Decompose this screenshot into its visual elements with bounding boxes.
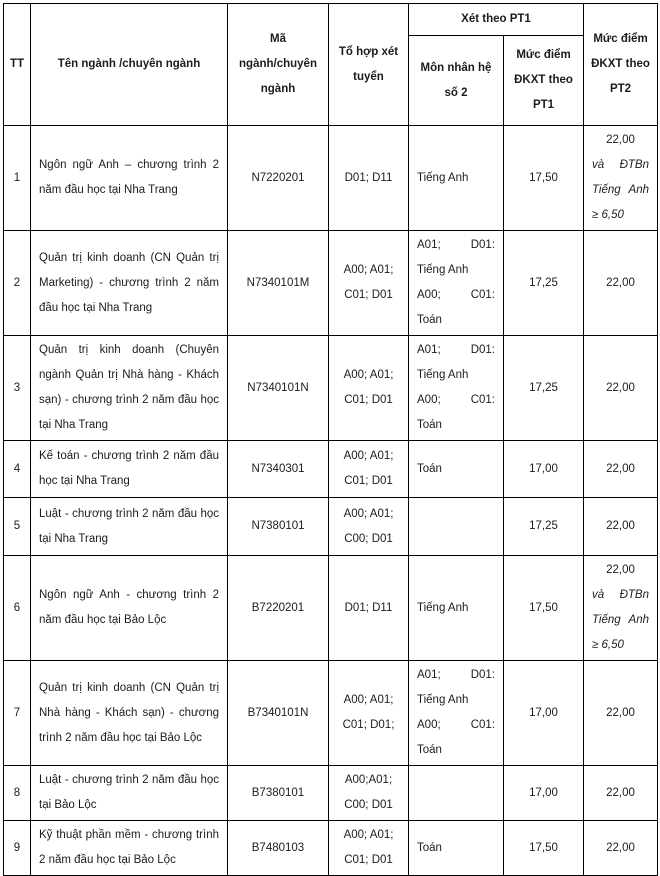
pt2-score-value: 22,00 — [606, 706, 635, 719]
subject-paragraph: A01; D01: Tiếng Anh — [417, 239, 495, 276]
combination-line: A00; A01; — [343, 694, 394, 706]
combination-cell — [329, 231, 409, 336]
subject-paragraph: A00; C01: Toán — [417, 394, 495, 431]
pt1-score-cell: 17,25 — [504, 231, 584, 336]
header-pt1-score: Mức điểm ĐKXT theo PT1 — [504, 36, 584, 126]
admission-table — [3, 3, 658, 876]
combination-line: A00; A01; — [343, 264, 394, 276]
major-code-cell: N7340101N — [228, 336, 329, 441]
subject-paragraph: Toán — [417, 462, 442, 475]
combination-cell — [329, 336, 409, 441]
pt2-score-value: 22,00 — [606, 786, 635, 799]
combination-line: C01; D01 — [344, 394, 393, 406]
subject-paragraph: Tiếng Anh — [417, 171, 469, 184]
major-code-cell: N7220201 — [228, 126, 329, 231]
combination-line: C01; D01 — [344, 289, 393, 301]
combination-line: C01; D01 — [344, 475, 393, 487]
major-name-cell: Kỹ thuật phần mềm - chương trình 2 năm đầu học tại Bảo Lộc — [31, 821, 228, 876]
major-name-cell: Quản trị kinh doanh (Chuyên ngành Quản trị Nhà hàng - Khách sạn) - chương trình 2 năm đầu học tại Nha Trang — [31, 336, 228, 441]
major-code-cell: B7340101N — [228, 661, 329, 766]
tt-cell: 5 — [4, 498, 31, 556]
table-row — [4, 126, 658, 231]
header-pt2-score: Mức điểm ĐKXT theo PT2 — [584, 4, 658, 126]
tt-cell: 3 — [4, 336, 31, 441]
combination-cell — [329, 661, 409, 766]
combination-line: C01; D01; — [342, 719, 395, 731]
combination-line: A00; A01; — [343, 369, 394, 381]
combination-line: A00; A01; — [343, 507, 394, 520]
tt-cell: 7 — [4, 661, 31, 766]
tt-cell: 6 — [4, 556, 31, 661]
weighted-subject-cell — [409, 498, 504, 556]
pt2-score-cell — [584, 336, 658, 441]
combination-line: A00; A01; — [343, 829, 394, 841]
subject-paragraph: Toán — [417, 841, 442, 854]
pt2-score-value: 22,00 — [606, 462, 635, 475]
pt2-score-value: 22,00 — [606, 276, 635, 289]
pt2-score-note: và ĐTBn Tiếng Anh ≥ 6,50 — [592, 589, 649, 651]
pt2-score-value: 22,00 — [606, 520, 635, 532]
subject-paragraph: Tiếng Anh — [417, 601, 469, 614]
table-row — [4, 661, 658, 766]
table-row — [4, 231, 658, 336]
subject-paragraph: A00; C01: Toán — [417, 719, 495, 756]
tt-cell: 4 — [4, 441, 31, 498]
combination-cell — [329, 556, 409, 661]
major-code-cell: B7380101 — [228, 766, 329, 821]
table-header — [4, 4, 658, 126]
tt-cell: 8 — [4, 766, 31, 821]
major-code-cell: N7340101M — [228, 231, 329, 336]
pt2-score-value: 22,00 — [606, 134, 635, 146]
pt2-score-cell — [584, 498, 658, 556]
pt1-score-cell: 17,50 — [504, 821, 584, 876]
header-combination: Tổ hợp xét tuyển — [329, 4, 409, 126]
major-code-cell: B7480103 — [228, 821, 329, 876]
pt2-score-cell — [584, 441, 658, 498]
weighted-subject-cell — [409, 336, 504, 441]
weighted-subject-cell — [409, 821, 504, 876]
subject-paragraph: A01; D01: Tiếng Anh — [417, 344, 495, 381]
pt1-score-cell: 17,00 — [504, 766, 584, 821]
tt-cell: 1 — [4, 126, 31, 231]
pt2-score-cell — [584, 556, 658, 661]
pt2-score-value: 22,00 — [606, 841, 635, 854]
combination-cell — [329, 821, 409, 876]
major-code-cell: N7340301 — [228, 441, 329, 498]
header-pt1-group: Xét theo PT1 — [409, 4, 584, 36]
major-name-cell: Quản trị kinh doanh (CN Quản trị Marketing) - chương trình 2 năm đầu học tại Nha Trang — [31, 231, 228, 336]
combination-line: A00;A01; — [344, 774, 393, 786]
weighted-subject-cell — [409, 231, 504, 336]
pt2-score-cell — [584, 661, 658, 766]
major-name-cell: Luật - chương trình 2 năm đầu học tại Bảo Lộc — [31, 766, 228, 821]
weighted-subject-cell — [409, 556, 504, 661]
table-row — [4, 441, 658, 498]
weighted-subject-cell — [409, 441, 504, 498]
pt1-score-cell: 17,25 — [504, 336, 584, 441]
header-tt: TT — [4, 4, 31, 126]
pt2-score-note: và ĐTBn Tiếng Anh ≥ 6,50 — [592, 159, 649, 221]
header-weighted-subject: Môn nhân hệ số 2 — [409, 36, 504, 126]
weighted-subject-cell — [409, 766, 504, 821]
combination-line: D01; D11 — [344, 601, 393, 614]
pt2-score-cell — [584, 126, 658, 231]
header-major-name: Tên ngành /chuyên ngành — [31, 4, 228, 126]
pt1-score-cell: 17,50 — [504, 556, 584, 661]
major-name-cell: Ngôn ngữ Anh - chương trình 2 năm đầu học tại Bảo Lộc — [31, 556, 228, 661]
pt2-score-cell — [584, 821, 658, 876]
table-row — [4, 498, 658, 556]
major-code-cell: N7380101 — [228, 498, 329, 556]
weighted-subject-cell — [409, 126, 504, 231]
header-major-code: Mã ngành/chuyên ngành — [228, 4, 329, 126]
combination-cell — [329, 498, 409, 556]
table-row — [4, 821, 658, 876]
pt1-score-cell: 17,00 — [504, 441, 584, 498]
tt-cell: 2 — [4, 231, 31, 336]
combination-line: C01; D01 — [344, 854, 393, 866]
pt2-score-cell — [584, 766, 658, 821]
pt1-score-cell: 17,50 — [504, 126, 584, 231]
pt2-score-value: 22,00 — [606, 564, 635, 576]
combination-line: A00; A01; — [343, 450, 394, 462]
pt1-score-cell: 17,00 — [504, 661, 584, 766]
pt2-score-cell — [584, 231, 658, 336]
combination-line: C00; D01 — [344, 799, 393, 811]
pt1-score-cell: 17,25 — [504, 498, 584, 556]
table-row — [4, 766, 658, 821]
major-name-cell: Ngôn ngữ Anh – chương trình 2 năm đầu học tại Nha Trang — [31, 126, 228, 231]
major-name-cell: Luật - chương trình 2 năm đầu học tại Nha Trang — [31, 498, 228, 556]
subject-paragraph: A01; D01: Tiếng Anh — [417, 669, 495, 706]
major-name-cell: Kế toán - chương trình 2 năm đầu học tại Nha Trang — [31, 441, 228, 498]
combination-line: D01; D11 — [344, 171, 393, 184]
combination-cell — [329, 441, 409, 498]
weighted-subject-cell — [409, 661, 504, 766]
major-code-cell: B7220201 — [228, 556, 329, 661]
subject-paragraph: A00; C01: Toán — [417, 289, 495, 326]
combination-cell — [329, 126, 409, 231]
combination-line: C00; D01 — [344, 532, 393, 545]
table-body — [4, 126, 658, 876]
table-row — [4, 556, 658, 661]
table-row — [4, 336, 658, 441]
pt2-score-value: 22,00 — [606, 381, 635, 394]
tt-cell: 9 — [4, 821, 31, 876]
combination-cell — [329, 766, 409, 821]
major-name-cell: Quản trị kinh doanh (CN Quản trị Nhà hàng - Khách sạn) - chương trình 2 năm đầu học tại Bảo Lộc — [31, 661, 228, 766]
